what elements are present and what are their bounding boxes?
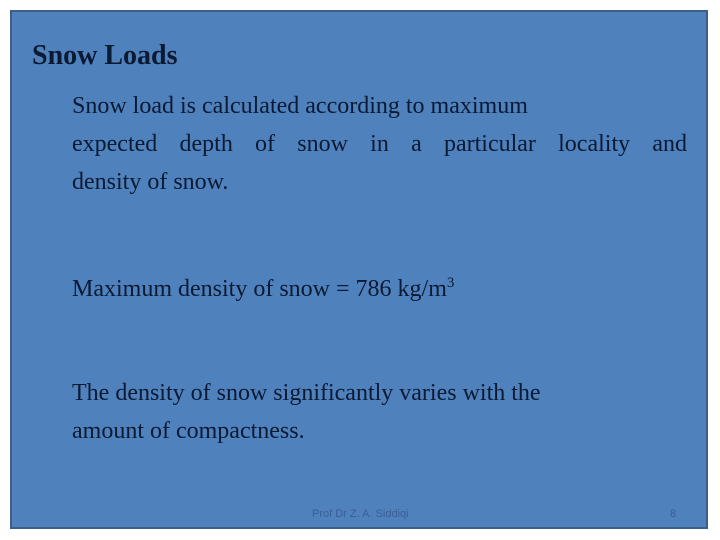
max-density-text: Maximum density of snow = 786 kg/m: [72, 276, 447, 302]
slide: [10, 10, 708, 529]
paragraph-line: expected depth of snow in a particular locality and: [72, 131, 687, 157]
paragraph-density-variation: [72, 374, 687, 450]
paragraph-line: amount of compactness.: [72, 418, 305, 444]
paragraph-line: The density of snow significantly varies with the: [72, 380, 541, 406]
paragraph-line: Snow load is calculated according to maximum: [72, 93, 528, 119]
paragraph-line: density of snow.: [72, 169, 229, 195]
footer-author: Prof Dr Z. A. Siddiqi: [312, 508, 409, 520]
page-number: 8: [670, 508, 677, 520]
unit-exponent: 3: [446, 275, 455, 291]
paragraph-snow-load-definition: [72, 87, 687, 201]
slide-title: Snow Loads: [32, 40, 178, 71]
paragraph-max-density: [72, 270, 687, 308]
